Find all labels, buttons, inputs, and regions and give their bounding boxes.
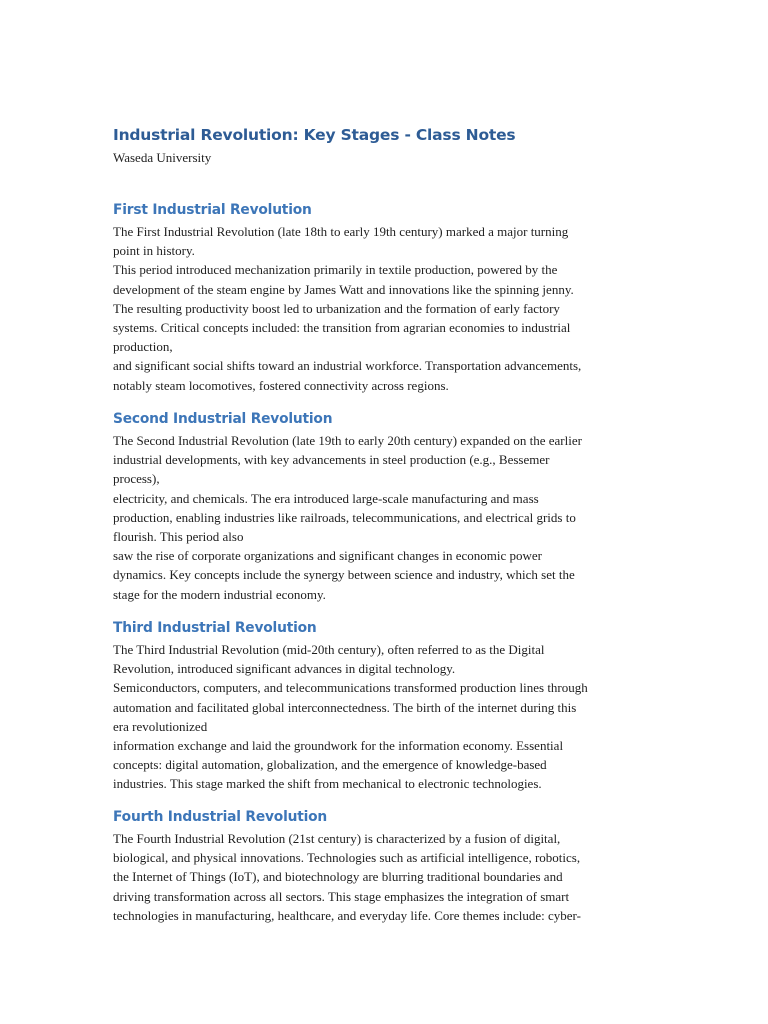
paragraph-line: Semiconductors, computers, and telecommunications transformed production lines through <box>113 680 588 696</box>
document-page <box>113 124 661 923</box>
section-first-industrial-revolution <box>113 200 581 395</box>
paragraph-line: The First Industrial Revolution (late 18th to early 19th century) marked a major turning <box>113 224 569 239</box>
paragraph-line: information exchange and laid the groundwork for the information economy. Essential <box>113 738 564 754</box>
paragraph-line: and significant social shifts toward an industrial workforce. Transportation advancements, <box>113 358 582 374</box>
paragraph-line: era revolutionized <box>113 718 208 734</box>
paragraph-line: This period introduced mechanization primarily in textile production, powered by the <box>113 262 558 278</box>
paragraph-line: notably steam locomotives, fostered connectivity across regions. <box>113 377 449 393</box>
section-heading: Second Industrial Revolution <box>113 411 333 427</box>
paragraph-line: industries. This stage marked the shift from mechanical to electronic technologies. <box>113 776 542 792</box>
section-heading: First Industrial Revolution <box>113 202 312 218</box>
paragraph-line: automation and facilitated global interconnectedness. The birth of the internet during this <box>113 699 577 715</box>
paragraph-line: stage for the modern industrial economy. <box>113 586 326 602</box>
section-paragraph <box>113 640 588 794</box>
paragraph-line: point in history. <box>113 243 195 259</box>
paragraph-line: systems. Critical concepts included: the transition from agrarian economies to industrial <box>113 320 571 336</box>
paragraph-line: concepts: digital automation, globalization, and the emergence of knowledge-based <box>113 757 547 773</box>
document-title: Industrial Revolution: Key Stages - Class Notes <box>113 126 516 144</box>
section-paragraph <box>113 829 581 925</box>
paragraph-line: saw the rise of corporate organizations and significant changes in economic power <box>113 548 542 564</box>
paragraph-line: the Internet of Things (IoT), and biotechnology are blurring traditional boundaries and <box>113 869 563 885</box>
paragraph-line: biological, and physical innovations. Technologies such as artificial intelligence, robotics, <box>113 850 581 866</box>
paragraph-line: development of the steam engine by James Watt and innovations like the spinning jenny. <box>113 281 574 297</box>
paragraph-line: driving transformation across all sectors. This stage emphasizes the integration of smart <box>113 888 570 904</box>
section-fourth-industrial-revolution <box>113 807 581 925</box>
paragraph-line: technologies in manufacturing, healthcare, and everyday life. Core themes include: cyber- <box>113 907 581 923</box>
paragraph-line: dynamics. Key concepts include the synergy between science and industry, which set the <box>113 567 575 583</box>
paragraph-line: Revolution, introduced significant advances in digital technology. <box>113 661 456 677</box>
paragraph-line: The Third Industrial Revolution (mid-20th century), often referred to as the Digital <box>113 642 545 657</box>
paragraph-line: production, <box>113 339 173 355</box>
paragraph-line: process), <box>113 471 160 487</box>
section-heading: Third Industrial Revolution <box>113 620 317 636</box>
section-paragraph <box>113 431 582 604</box>
paragraph-line: electricity, and chemicals. The era introduced large-scale manufacturing and mass <box>113 490 539 506</box>
document-subtitle: Waseda University <box>113 150 212 165</box>
section-heading: Fourth Industrial Revolution <box>113 809 328 825</box>
section-second-industrial-revolution <box>113 409 582 604</box>
paragraph-line: production, enabling industries like railroads, telecommunications, and electrical grids to <box>113 509 576 525</box>
section-third-industrial-revolution <box>113 618 588 794</box>
paragraph-line: The Fourth Industrial Revolution (21st century) is characterized by a fusion of digital, <box>113 831 561 846</box>
paragraph-line: industrial developments, with key advancements in steel production (e.g., Bessemer <box>113 452 550 468</box>
paragraph-line: flourish. This period also <box>113 529 244 545</box>
paragraph-line: The Second Industrial Revolution (late 19th to early 20th century) expanded on the earlier <box>113 433 582 448</box>
section-paragraph <box>113 222 581 395</box>
paragraph-line: The resulting productivity boost led to urbanization and the formation of early factory <box>113 300 560 316</box>
